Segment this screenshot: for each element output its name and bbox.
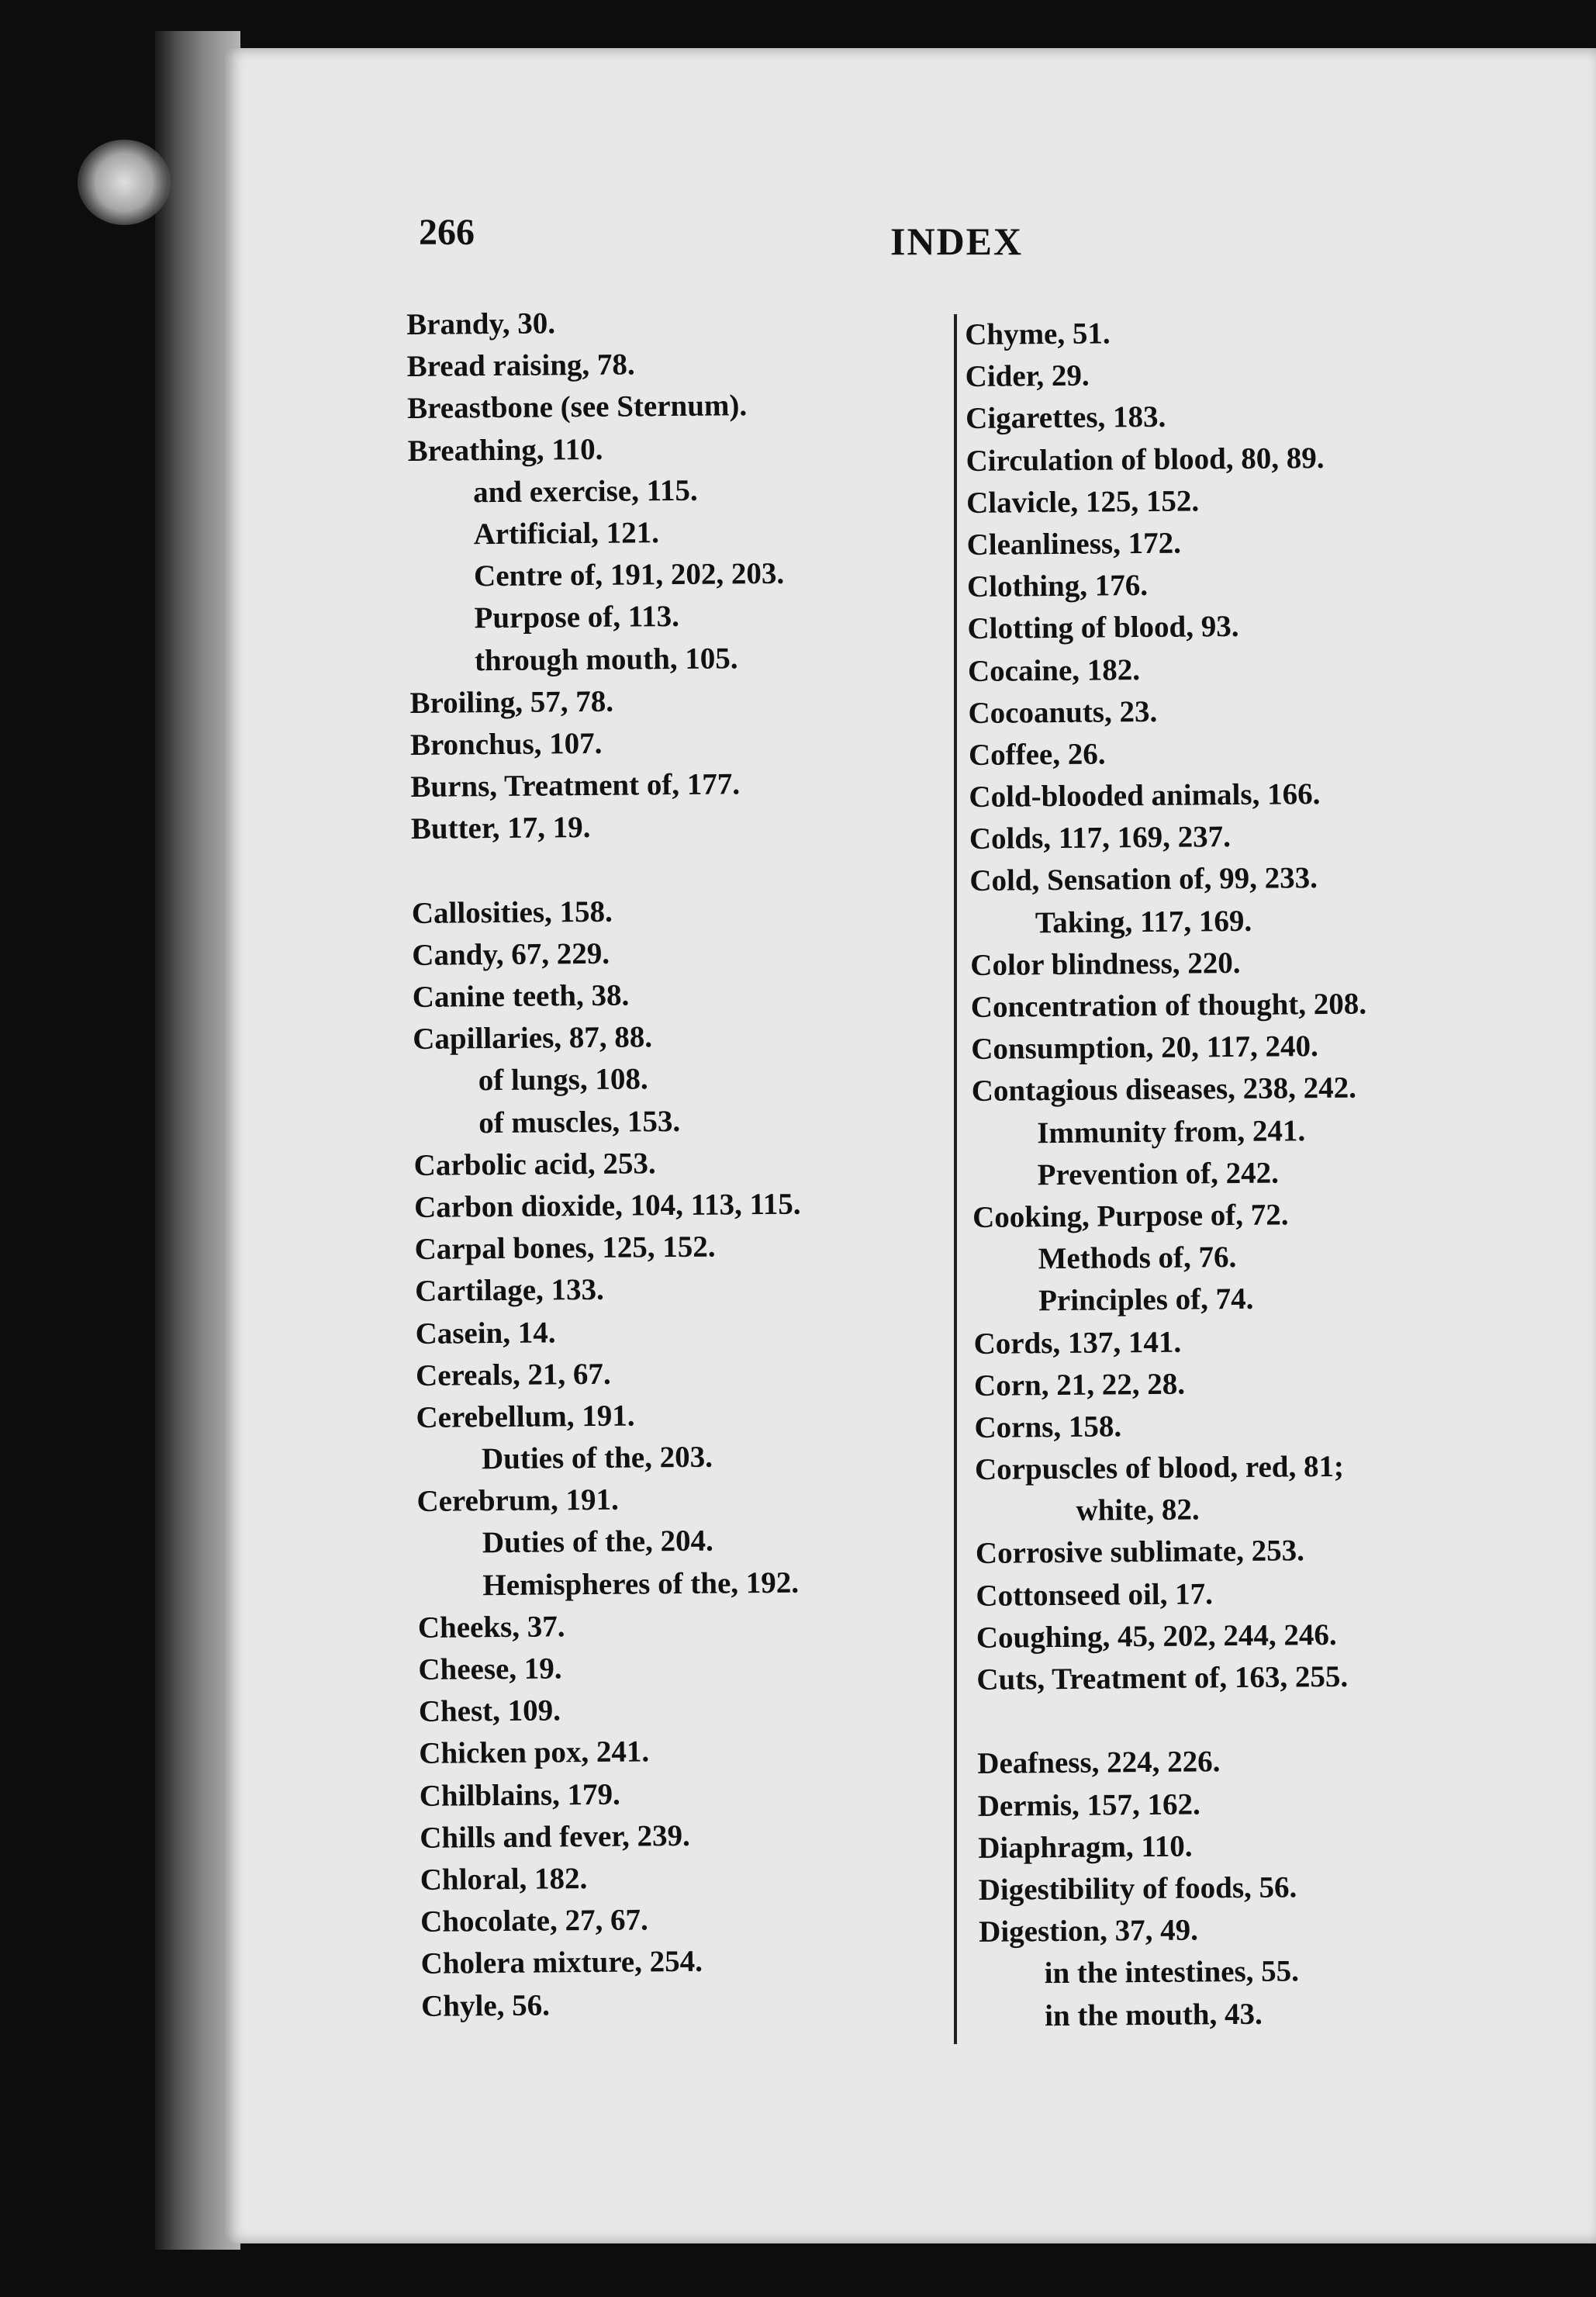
index-entry: Coffee, 26. xyxy=(968,737,1106,772)
index-entry: Cold, Sensation of, 99, 233. xyxy=(969,861,1318,898)
page-title: INDEX xyxy=(890,220,1024,263)
index-entry: Cheese, 19. xyxy=(418,1652,562,1686)
index-entry: Digestion, 37, 49. xyxy=(979,1913,1199,1949)
index-entry: Coughing, 45, 202, 244, 246. xyxy=(976,1617,1337,1655)
index-entry: Corrosive sublimate, 253. xyxy=(975,1534,1305,1571)
index-subentry: Immunity from, 241. xyxy=(1037,1113,1306,1150)
index-subentry: Prevention of, 242. xyxy=(1037,1156,1280,1192)
index-subentry: through mouth, 105. xyxy=(474,641,738,677)
section-gap xyxy=(977,1698,1373,1744)
index-entry: Cerebrum, 191. xyxy=(416,1482,619,1519)
index-entry: Cereals, 21, 67. xyxy=(415,1357,611,1392)
index-subentry: in the mouth, 43. xyxy=(1044,1997,1263,2032)
index-entry: Chilblains, 179. xyxy=(419,1777,620,1813)
index-entry: Clothing, 176. xyxy=(966,569,1149,604)
index-entry: Dermis, 157, 162. xyxy=(977,1787,1201,1823)
column-divider xyxy=(954,314,957,2044)
index-entry: Cuts, Treatment of, 163, 255. xyxy=(976,1659,1349,1697)
index-entry: Chills and fever, 239. xyxy=(420,1818,690,1855)
index-entry: Candy, 67, 229. xyxy=(412,936,610,972)
index-entry: Cocaine, 182. xyxy=(967,652,1141,688)
index-entry: Digestibility of foods, 56. xyxy=(978,1870,1297,1907)
index-entry: Chocolate, 27, 67. xyxy=(420,1903,648,1939)
index-entry: Capillaries, 87, 88. xyxy=(413,1020,653,1057)
index-entry: Cartilage, 133. xyxy=(414,1273,604,1309)
index-subentry: and exercise, 115. xyxy=(472,473,698,510)
index-entry: Corns, 158. xyxy=(974,1410,1122,1444)
index-entry: Burns, Treatment of, 177. xyxy=(410,767,741,804)
index-entry: Carbon dioxide, 104, 113, 115. xyxy=(413,1187,801,1224)
index-entry: Bronchus, 107. xyxy=(409,726,603,762)
index-entry: Color blindness, 220. xyxy=(970,946,1241,982)
index-entry: Cords, 137, 141. xyxy=(973,1325,1182,1361)
index-entry: Clavicle, 125, 152. xyxy=(966,484,1200,520)
index-subentry: Duties of the, 204. xyxy=(482,1524,714,1560)
section-gap xyxy=(411,847,798,893)
index-entry: Bread raising, 78. xyxy=(406,348,635,384)
index-subentry: Duties of the, 203. xyxy=(481,1440,713,1476)
index-entry: Callosities, 158. xyxy=(411,894,613,930)
index-entry: Cocoanuts, 23. xyxy=(968,694,1158,730)
page-number: 266 xyxy=(419,212,475,253)
index-entry: Casein, 14. xyxy=(415,1315,556,1351)
index-entry: Chyme, 51. xyxy=(965,317,1111,351)
index-entry: Brandy, 30. xyxy=(406,306,556,341)
index-subentry: Artificial, 121. xyxy=(473,516,660,552)
page-stain xyxy=(78,140,171,225)
index-entry: Carbolic acid, 253. xyxy=(413,1146,656,1182)
index-column-left xyxy=(406,301,808,2028)
index-subentry: Purpose of, 113. xyxy=(474,600,680,635)
index-subentry: in the intestines, 55. xyxy=(1044,1954,1300,1991)
index-entry: Cottonseed oil, 17. xyxy=(976,1576,1214,1613)
index-entry: Cider, 29. xyxy=(965,358,1090,394)
index-subentry: Taking, 117, 169. xyxy=(1035,904,1252,939)
index-subentry: Centre of, 191, 202, 203. xyxy=(473,556,785,593)
index-entry: Cheeks, 37. xyxy=(417,1610,565,1645)
index-entry: Chest, 109. xyxy=(418,1693,561,1729)
index-subentry: Hemispheres of the, 192. xyxy=(482,1565,800,1602)
index-entry: Concentration of thought, 208. xyxy=(970,987,1367,1024)
index-entry: Cooking, Purpose of, 72. xyxy=(972,1198,1289,1234)
index-entry: Broiling, 57, 78. xyxy=(409,684,614,720)
index-entry: Diaphragm, 110. xyxy=(978,1829,1193,1865)
index-entry: Cold-blooded animals, 166. xyxy=(969,777,1321,815)
index-entry: Consumption, 20, 117, 240. xyxy=(971,1029,1318,1067)
index-entry: Canine teeth, 38. xyxy=(412,978,630,1014)
index-entry: Chloral, 182. xyxy=(420,1861,588,1897)
index-entry: Breastbone (see Sternum). xyxy=(406,389,748,426)
index-subentry: Principles of, 74. xyxy=(1038,1282,1254,1318)
index-entry: Chyle, 56. xyxy=(420,1987,551,2023)
index-entry: Cleanliness, 172. xyxy=(966,526,1182,562)
index-entry: Deafness, 224, 226. xyxy=(977,1745,1221,1781)
index-entry: Breathing, 110. xyxy=(407,432,603,468)
index-entry: Cholera mixture, 254. xyxy=(420,1945,703,1981)
index-entry: Contagious diseases, 238, 242. xyxy=(971,1071,1357,1109)
index-entry: Corpuscles of blood, red, 81; xyxy=(974,1449,1345,1487)
index-entry: Circulation of blood, 80, 89. xyxy=(966,441,1325,478)
index-column-right xyxy=(965,311,1376,2038)
index-entry: Cigarettes, 183. xyxy=(965,400,1166,436)
index-entry: Carpal bones, 125, 152. xyxy=(414,1230,716,1267)
index-entry: Clotting of blood, 93. xyxy=(967,610,1239,646)
index-subentry: of lungs, 108. xyxy=(478,1062,648,1098)
index-entry: Colds, 117, 169, 237. xyxy=(969,820,1232,856)
index-subentry: of muscles, 153. xyxy=(478,1104,681,1140)
index-subentry: Methods of, 76. xyxy=(1038,1240,1237,1276)
index-subentry: white, 82. xyxy=(1076,1493,1200,1528)
index-entry: Chicken pox, 241. xyxy=(419,1735,650,1771)
index-entry: Corn, 21, 22, 28. xyxy=(973,1367,1186,1403)
index-entry: Butter, 17, 19. xyxy=(410,811,591,846)
index-entry: Cerebellum, 191. xyxy=(416,1399,635,1434)
